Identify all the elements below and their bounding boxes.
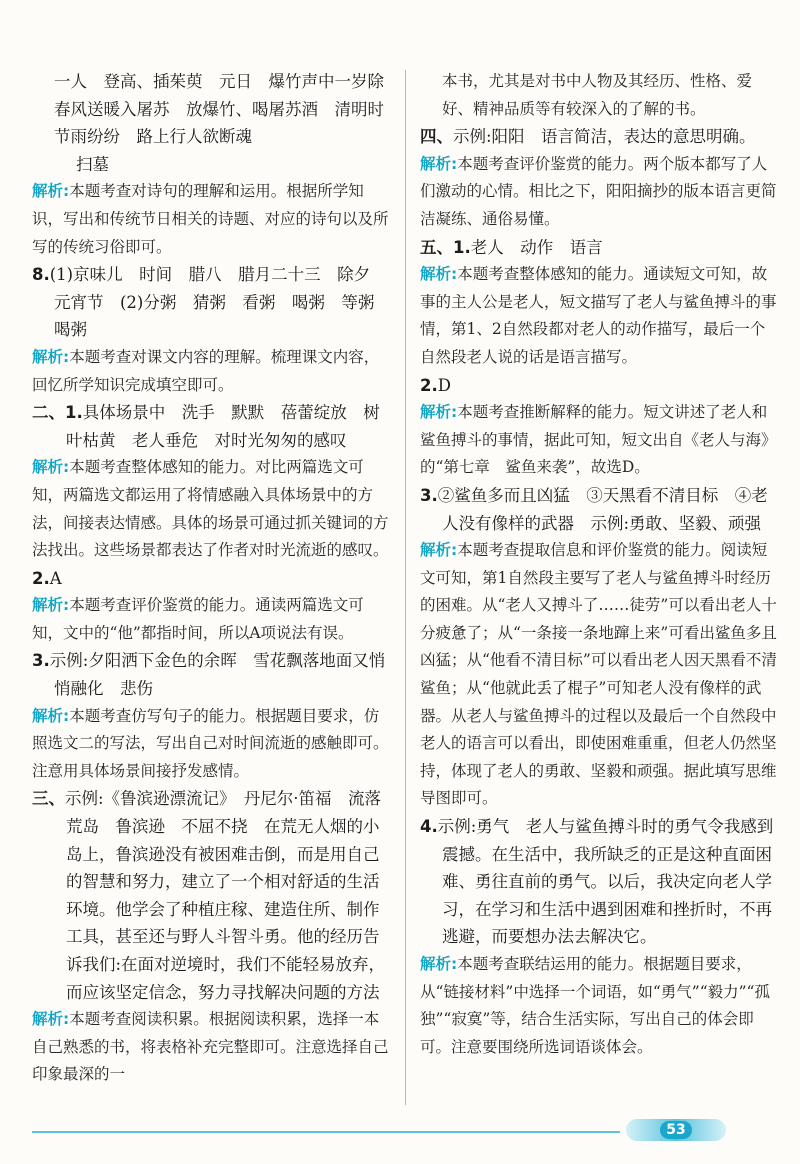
question-number: 3. bbox=[32, 651, 50, 671]
analysis-paragraph bbox=[420, 151, 778, 234]
analysis-text: 本题考查仿写句子的能力。根据题目要求，仿照选文二的写法，写出自己对时间流逝的感触即可。注意用具体场景间接抒发感情。 bbox=[32, 706, 389, 780]
analysis-text: 本题考查整体感知的能力。通读短文可知，故事的主人公是老人，短文描写了老人与鲨鱼搏斗的事情，第1、2自然段都对老人的动作描写，最后一个自然段老人说的话是语言描写。 bbox=[420, 265, 777, 366]
analysis-tag: 解析: bbox=[420, 541, 458, 560]
analysis-text: 本题考查推断解释的能力。短文讲述了老人和鲨鱼搏斗的事情，据此可知，短文出自《老人与海》的“第七章 鲨鱼来袭”，故选D。 bbox=[420, 403, 777, 477]
answer-item bbox=[420, 372, 778, 400]
analysis-paragraph bbox=[32, 703, 394, 786]
section-four bbox=[420, 123, 778, 151]
analysis-paragraph bbox=[32, 1006, 394, 1089]
analysis-text: 本题考查联结运用的能力。根据题目要求，从“链接材料”中选择一个词语，如“勇气”“毅力”“孤独”“寂寞”等，结合生活实际，写出自己的体会即可。注意要围绕所选词语谈体会。 bbox=[420, 955, 770, 1056]
analysis-paragraph bbox=[32, 592, 394, 647]
question-number: 3. bbox=[420, 485, 438, 505]
poem-answer-line: 扫墓 bbox=[76, 154, 109, 174]
analysis-text: 本题考查评价鉴赏的能力。通读两篇选文可知，文中的“他”都指时间，所以A项说法有误。 bbox=[32, 596, 364, 642]
question-number: 1. bbox=[453, 237, 471, 257]
analysis-tag: 解析: bbox=[420, 403, 458, 422]
analysis-text: 本题考查对诗句的理解和运用。根据所学知识，写出和传统节日相关的诗题、对应的诗句以及所写的传统习俗即可。 bbox=[32, 182, 389, 256]
page-number-badge bbox=[626, 1119, 726, 1141]
analysis-tag: 解析: bbox=[32, 458, 70, 477]
answer-text: 具体场景中 洗手 默默 蓓蕾绽放 树叶枯黄 老人垂危 对时光匆匆的感叹 bbox=[66, 403, 380, 450]
answer-text: 示例:勇气 老人与鲨鱼搏斗时的勇气令我感到震撼。在生活中，我所缺乏的正是这种直面困难、勇往直前的勇气。以后，我决定向老人学习，在学习和生活中遇到困难和挫折时，不再逃避，而要想办法去解决它。 bbox=[437, 817, 774, 947]
answer-item bbox=[420, 813, 778, 951]
analysis-text: 本题考查阅读积累。根据阅读积累，选择一本自己熟悉的书，将表格补充完整即可。注意选择自己印象最深的一 bbox=[32, 1010, 389, 1084]
analysis-tag: 解析: bbox=[32, 347, 70, 366]
analysis-paragraph bbox=[420, 399, 778, 482]
section-five-q1 bbox=[420, 234, 778, 262]
analysis-paragraph bbox=[32, 344, 394, 399]
answer-text: 示例:《鲁滨逊漂流记》 丹尼尔·笛福 流落荒岛 鲁滨逊 不屈不挠 在荒无人烟的小岛上，鲁滨逊没有被困难击倒，而是用自己的智慧和努力，建立了一个相对舒适的生活环境。他学会了种植庄稼、建造住所、制作工具，甚至还与野人斗智斗勇。他的经历告诉我们:在面对逆境时，我们不能轻易放弃，而应该坚定信念，努力寻找解决问题的方法 bbox=[65, 789, 386, 1002]
poem-answer-line: 一人 登高、插茱萸 元日 爆竹声中一岁除 春风送暖入屠苏 放爆竹、喝屠苏酒 清明时节雨纷纷 路上行人欲断魂 bbox=[54, 72, 401, 147]
analysis-tag: 解析: bbox=[420, 955, 458, 973]
section-label: 二、 bbox=[32, 403, 65, 423]
analysis-text: 本题考查评价鉴赏的能力。两个版本都写了人们激动的心情。相比之下，阳阳摘抄的版本语言更简洁凝练、通俗易懂。 bbox=[420, 154, 777, 228]
analysis-tag: 解析: bbox=[420, 265, 458, 284]
answer-text: (1)京味儿 时间 腊八 腊月二十三 除夕 元宵节 (2)分粥 猜粥 看粥 喝粥 等粥 喝粥 bbox=[49, 265, 391, 340]
analysis-paragraph bbox=[420, 537, 778, 813]
analysis-paragraph bbox=[420, 261, 778, 371]
answer-item bbox=[32, 647, 394, 702]
footer-rule bbox=[32, 1131, 620, 1133]
answer-text: 示例:夕阳洒下金色的余晖 雪花飘落地面又悄悄融化 悲伤 bbox=[49, 651, 386, 699]
answer-text: A bbox=[49, 568, 62, 588]
analysis-continuation: 本书，尤其是对书中人物及其经历、性格、爱好、精神品质等有较深入的了解的书。 bbox=[442, 72, 753, 118]
answer-text: 示例:阳阳 语言简洁，表达的意思明确。 bbox=[453, 127, 756, 147]
analysis-text: 本题考查提取信息和评价鉴赏的能力。阅读短文可知，第1自然段主要写了老人与鲨鱼搏斗时经历的困难。从“老人又搏斗了……徒劳”可以看出老人十分疲惫了；从“一条接一条地蹿上来”可看出鲨鱼多且凶猛；从“他看不清目标”可以看出老人因天黑看不清鲨鱼；从“他就此丢了棍子”可知老人没有像样的武器。从老人与鲨鱼搏斗的过程以及最后一个自然段中老人的语言可以看出，即使困难重重，但老人仍然坚持，体现了老人的勇敢、坚毅和顽强。据此填写思维导图即可。 bbox=[420, 541, 777, 808]
question-number: 1. bbox=[65, 403, 83, 423]
analysis-tag: 解析: bbox=[420, 154, 458, 173]
answer-item bbox=[32, 261, 394, 344]
page-number: 53 bbox=[660, 1121, 691, 1139]
right-column bbox=[420, 68, 778, 1061]
section-three bbox=[32, 785, 394, 1006]
analysis-text: 本题考查对课文内容的理解。梳理课文内容，回忆所学知识完成填空即可。 bbox=[32, 347, 380, 394]
section-label: 三、 bbox=[32, 789, 65, 809]
analysis-paragraph bbox=[420, 951, 778, 1061]
analysis-paragraph bbox=[32, 454, 394, 564]
analysis-tag: 解析: bbox=[32, 182, 70, 201]
analysis-tag: 解析: bbox=[32, 1010, 70, 1029]
column-divider bbox=[405, 70, 406, 1105]
left-column bbox=[32, 68, 401, 1089]
analysis-paragraph bbox=[32, 178, 394, 261]
section-two-q1 bbox=[32, 399, 394, 454]
answer-item bbox=[420, 482, 778, 537]
section-label: 五、 bbox=[420, 237, 453, 257]
section-label: 四、 bbox=[420, 127, 453, 147]
answer-item bbox=[32, 565, 394, 593]
question-number: 2. bbox=[420, 375, 438, 395]
question-number: 2. bbox=[32, 568, 50, 588]
analysis-tag: 解析: bbox=[32, 706, 70, 725]
answer-text: D bbox=[437, 375, 451, 395]
analysis-text: 本题考查整体感知的能力。对比两篇选文可知，两篇选文都运用了将情感融入具体场景中的方法，间接表达情感。具体的场景可通过抓关键词的方法找出。这些场景都表达了作者对时光流逝的感叹。 bbox=[32, 458, 389, 560]
analysis-tag: 解析: bbox=[32, 596, 70, 615]
answer-text: ②鲨鱼多而且凶猛 ③天黑看不清目标 ④老人没有像样的武器 示例:勇敢、坚毅、顽强 bbox=[437, 485, 768, 533]
question-number: 8. bbox=[32, 265, 50, 285]
answer-text: 老人 动作 语言 bbox=[470, 237, 603, 257]
question-number: 4. bbox=[420, 817, 438, 837]
